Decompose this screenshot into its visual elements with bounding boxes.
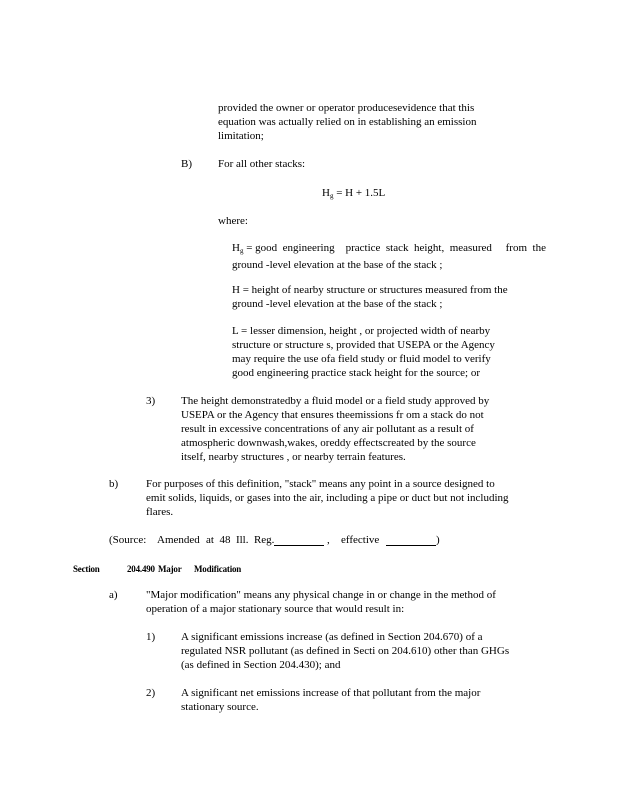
text-line: emit solids, liquids, or gases into the air, including a pipe or duct but not including bbox=[146, 492, 509, 504]
source-amended: Amended bbox=[157, 534, 200, 546]
text-line: good engineering practice stack height for the source; or bbox=[232, 367, 481, 379]
item-1-paragraph bbox=[181, 630, 509, 672]
text-line: may require the use ofa field study or fluid model to verify bbox=[232, 353, 491, 365]
text-line: = good engineering practice stack height, measured from the bbox=[243, 242, 546, 254]
text-line: provided the owner or operator producesevidence that this bbox=[218, 102, 475, 114]
text-line: USEPA or the Agency that ensures theemissions fr om a stack do not bbox=[181, 409, 484, 421]
item-label-B: B) bbox=[181, 158, 192, 170]
item-label-a: a) bbox=[109, 589, 118, 601]
definition-hg bbox=[232, 241, 546, 272]
equation-rhs: = H + 1.5L bbox=[333, 187, 386, 199]
item-label-1: 1) bbox=[146, 631, 156, 643]
text-line: ground -level elevation at the base of the stack ; bbox=[232, 259, 443, 271]
text-line: equation was actually relied on in establishing an emission bbox=[218, 116, 477, 128]
text-line: A significant emissions increase (as defined in Section 204.670) of a bbox=[181, 631, 483, 643]
source-comma: , bbox=[327, 534, 330, 546]
text-line: operation of a major stationary source that would result in: bbox=[146, 603, 405, 615]
item-a-paragraph bbox=[146, 588, 496, 616]
item-B-text: For all other stacks: bbox=[218, 158, 306, 170]
source-note bbox=[109, 533, 146, 547]
equation-subscript: g bbox=[329, 192, 334, 200]
source-effective: effective bbox=[341, 534, 380, 546]
equation-lhs: H bbox=[322, 187, 330, 199]
source-open: (Source: bbox=[109, 534, 147, 546]
text-line: "Major modification" means any physical change in or change in the method of bbox=[146, 589, 496, 601]
text-line: result in excessive concentrations of any air pollutant as a result of bbox=[181, 423, 474, 435]
source-reg: at 48 Ill. Reg. bbox=[206, 534, 275, 546]
text-line: H = height of nearby structure or structures measured from the bbox=[232, 284, 508, 296]
definition-h bbox=[232, 283, 508, 311]
section-title-major: Major bbox=[158, 564, 182, 574]
item-label-b: b) bbox=[109, 478, 119, 490]
definition-subscript: g bbox=[239, 247, 244, 255]
text-line: flares. bbox=[146, 506, 174, 518]
text-line: limitation; bbox=[218, 130, 264, 142]
continuation-paragraph bbox=[218, 101, 518, 143]
text-line: For purposes of this definition, "stack" means any point in a source designed to bbox=[146, 478, 495, 490]
text-line: itself, nearby structures , or nearby terrain features. bbox=[181, 451, 406, 463]
source-close: ) bbox=[436, 534, 440, 546]
definition-prefix: H bbox=[232, 242, 240, 254]
text-line: L = lesser dimension, height , or projected width of nearby bbox=[232, 325, 491, 337]
definition-l bbox=[232, 324, 495, 380]
text-line: regulated NSR pollutant (as defined in Secti on 204.610) other than GHGs bbox=[181, 645, 510, 657]
where-label: where: bbox=[218, 215, 248, 227]
register-page-blank bbox=[274, 533, 324, 546]
text-line: atmospheric downwash,wakes, oreddy effectscreated by the source bbox=[181, 437, 476, 449]
equation bbox=[322, 186, 385, 203]
item-3-paragraph bbox=[181, 394, 489, 464]
section-number: 204.490 bbox=[127, 564, 155, 574]
text-line: A significant net emissions increase of that pollutant from the major bbox=[181, 687, 481, 699]
text-line: ground -level elevation at the base of the stack ; bbox=[232, 298, 443, 310]
section-label: Section bbox=[73, 564, 100, 574]
text-line: structure or structure s, provided that USEPA or the Agency bbox=[232, 339, 495, 351]
text-line: (as defined in Section 204.430); and bbox=[181, 659, 341, 671]
text-line: The height demonstratedby a fluid model or a field study approved by bbox=[181, 395, 490, 407]
item-b-paragraph bbox=[146, 477, 509, 519]
item-2-paragraph bbox=[181, 686, 480, 714]
item-label-3: 3) bbox=[146, 395, 156, 407]
text-line: stationary source. bbox=[181, 701, 259, 713]
item-label-2: 2) bbox=[146, 687, 156, 699]
effective-date-blank bbox=[386, 533, 436, 546]
section-title-modification: Modification bbox=[194, 564, 242, 574]
